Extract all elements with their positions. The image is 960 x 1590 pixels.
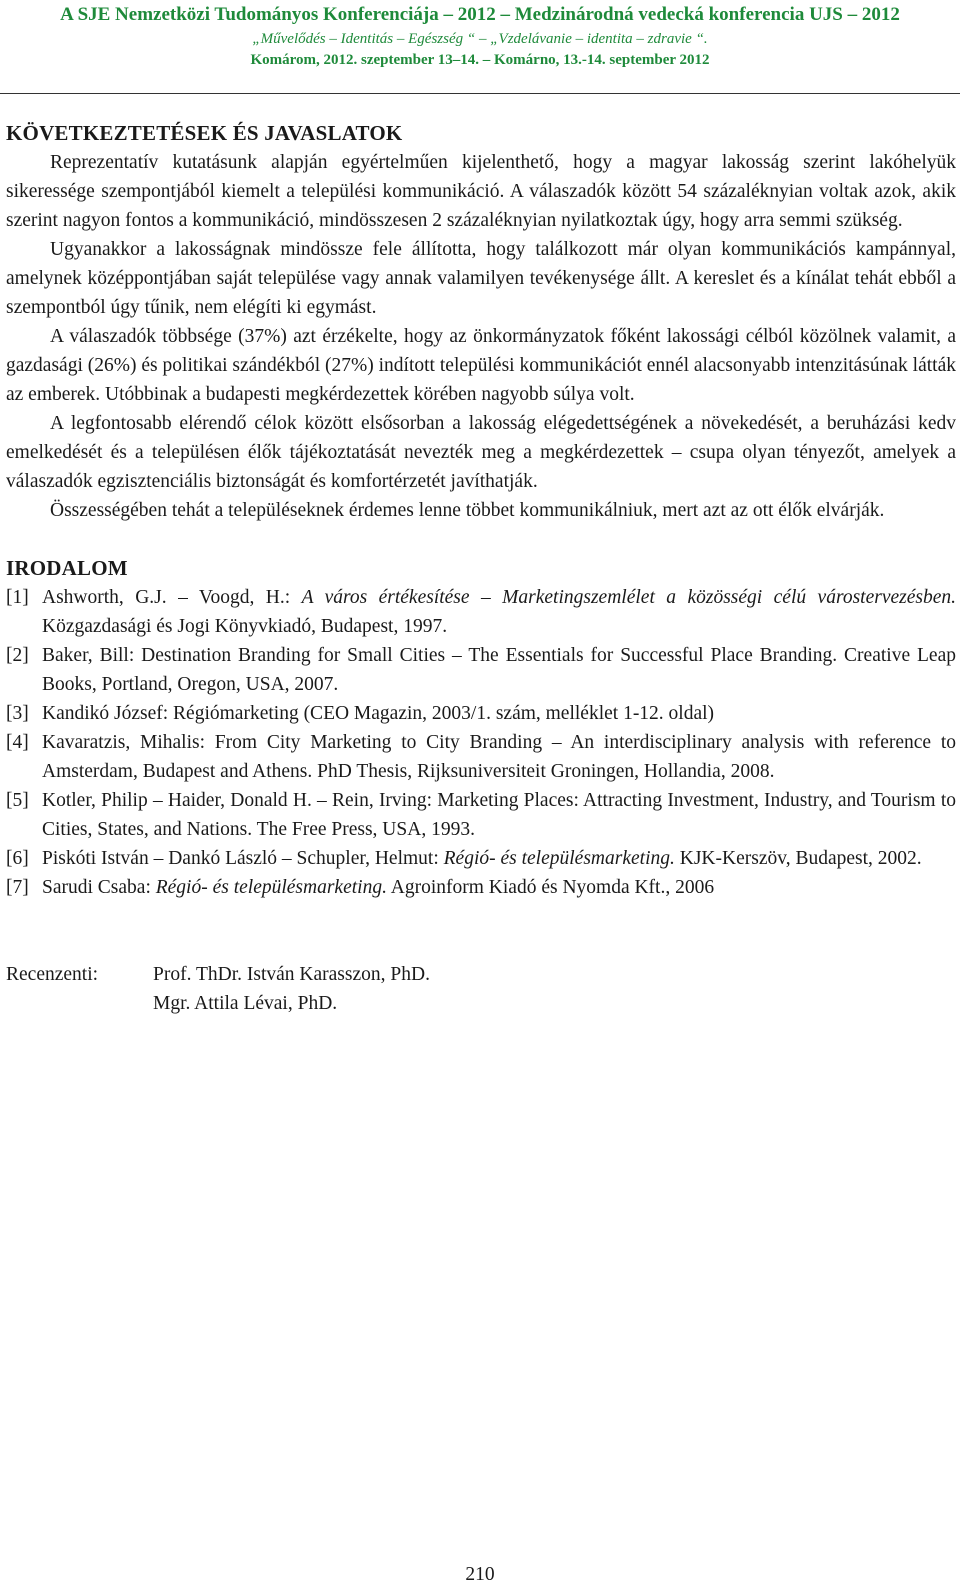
reference-text-plain: Piskóti István – Dankó László – Schupler, Helmut: <box>42 848 444 869</box>
reference-text <box>42 844 956 873</box>
conclusions-paragraph: Összességében tehát a településeknek érdemes lenne többet kommunikálniuk, mert azt az ott élők elvárják. <box>50 500 885 521</box>
reference-text-plain: Agroinform Kiadó és Nyomda Kft., 2006 <box>386 877 715 898</box>
reference-text-plain: Sarudi Csaba: <box>42 877 156 898</box>
reference-title-italic: Régió- és településmarketing. <box>155 877 387 898</box>
reference-number: [6] <box>6 848 29 869</box>
reviewers-names <box>153 960 430 1018</box>
reference-text-plain: Kavaratzis, Mihalis: From City Marketing to City Branding – An interdisciplinary analysis with reference to Amsterdam, Budapest and Athens. PhD Thesis, Rijksuniversiteit Groningen, Hollandia, 2008. <box>42 732 956 782</box>
reference-item <box>6 583 956 641</box>
reference-text-plain: Közgazdasági és Jogi Könyvkiadó, Budapest, 1997. <box>42 616 448 637</box>
reviewers-block <box>6 960 956 1018</box>
reviewer-name: Mgr. Attila Lévai, PhD. <box>153 993 338 1014</box>
reference-item <box>6 786 956 844</box>
reference-number: [5] <box>6 790 29 811</box>
reference-item <box>6 641 956 699</box>
reference-text <box>42 873 956 902</box>
reference-item <box>6 873 956 902</box>
reference-text-plain: Kandikó József: Régiómarketing (CEO Magazin, 2003/1. szám, melléklet 1-12. oldal) <box>42 703 715 724</box>
conclusions-paragraph: A legfontosabb elérendő célok között elsősorban a lakosság elégedettségének a növekedését, a beruházási kedv emelkedését és a településen élők tájékoztatását nevezték meg a megkérdezettek – csupa olyan tényezőt, amelyek a válaszadók egzisztenciális biztonságát és komfortérzetét javíthatják. <box>6 413 956 492</box>
reference-text-plain: Ashworth, G.J. – Voogd, H.: <box>42 587 302 608</box>
reference-title-italic: Régió- és településmarketing. <box>443 848 675 869</box>
reference-number: [7] <box>6 877 29 898</box>
reference-text <box>42 699 956 728</box>
reference-text-plain: Baker, Bill: Destination Branding for Small Cities – The Essentials for Successful Place Branding. Creative Leap Books, Portland, Oregon, USA, 2007. <box>42 645 956 695</box>
reference-item <box>6 844 956 873</box>
references-heading: IRODALOM <box>6 556 128 580</box>
header-line-1: A SJE Nemzetközi Tudományos Konferenciája – 2012 – Medzinárodná vedecká konferencia UJS – 2012 <box>60 4 900 25</box>
reference-text-plain: Kotler, Philip – Haider, Donald H. – Rein, Irving: Marketing Places: Attracting Investment, Industry, and Tourism to Cities, States, and Nations. The Free Press, USA, 1993. <box>42 790 956 840</box>
reference-title-italic: A város értékesítése – Marketingszemlélet a közösségi célú várostervezésben. <box>301 587 956 608</box>
reference-item <box>6 699 956 728</box>
reference-text <box>42 728 956 786</box>
reviewer-name: Prof. ThDr. István Karasszon, PhD. <box>153 964 430 985</box>
reference-text-plain: KJK-Kerszöv, Budapest, 2002. <box>674 848 922 869</box>
reference-text <box>42 583 956 641</box>
reviewers-label: Recenzenti: <box>6 964 99 985</box>
reference-text <box>42 786 956 844</box>
conclusions-paragraph: Ugyanakkor a lakosságnak mindössze fele állította, hogy találkozott már olyan kommunikációs kampánnyal, amelynek középpontjában saját települése vagy annak valamilyen tevékenysége állt. A kereslet és a kínálat tehát ebből a szempontból úgy tűnik, nem elégíti ki egymást. <box>6 239 956 318</box>
page-body <box>6 119 956 1018</box>
conference-header <box>0 0 960 70</box>
section-spacer <box>6 525 956 554</box>
header-line-2: „Művelődés – Identitás – Egészség “ – „Vzdelávanie – identita – zdravie “. <box>252 31 708 47</box>
conclusions-paragraph: Reprezentatív kutatásunk alapján egyértelműen kijelenthető, hogy a magyar lakosság szerint lakóhelyük sikeressége szempontjából kiemelt a települési kommunikáció. A válaszadók között 54 százaléknyian voltak azok, akik szerint nagyon fontos a kommunikáció, mindösszesen 2 százaléknyian nyilatkoztak úgy, hogy arra semmi szükség. <box>6 152 956 231</box>
conclusions-heading: KÖVETKEZTETÉSEK ÉS JAVASLATOK <box>6 121 403 145</box>
reference-number: [4] <box>6 732 29 753</box>
reference-text <box>42 641 956 699</box>
reference-number: [1] <box>6 587 29 608</box>
header-divider <box>0 93 960 94</box>
page-number: 210 <box>465 1564 495 1585</box>
reference-item <box>6 728 956 786</box>
reference-number: [3] <box>6 703 29 724</box>
reference-list <box>6 583 956 902</box>
conclusions-paragraph: A válaszadók többsége (37%) azt érzékelte, hogy az önkormányzatok főként lakossági célból közölnek valamit, a gazdasági (26%) és politikai szándékból (27%) indított települési kommunikációt ennél alacsonyabb intenzitásúnak látták az emberek. Utóbbinak a budapesti megkérdezettek körében nagyobb súlya volt. <box>6 326 956 405</box>
reference-number: [2] <box>6 645 29 666</box>
header-line-3: Komárom, 2012. szeptember 13–14. – Komárno, 13.-14. september 2012 <box>250 52 710 68</box>
